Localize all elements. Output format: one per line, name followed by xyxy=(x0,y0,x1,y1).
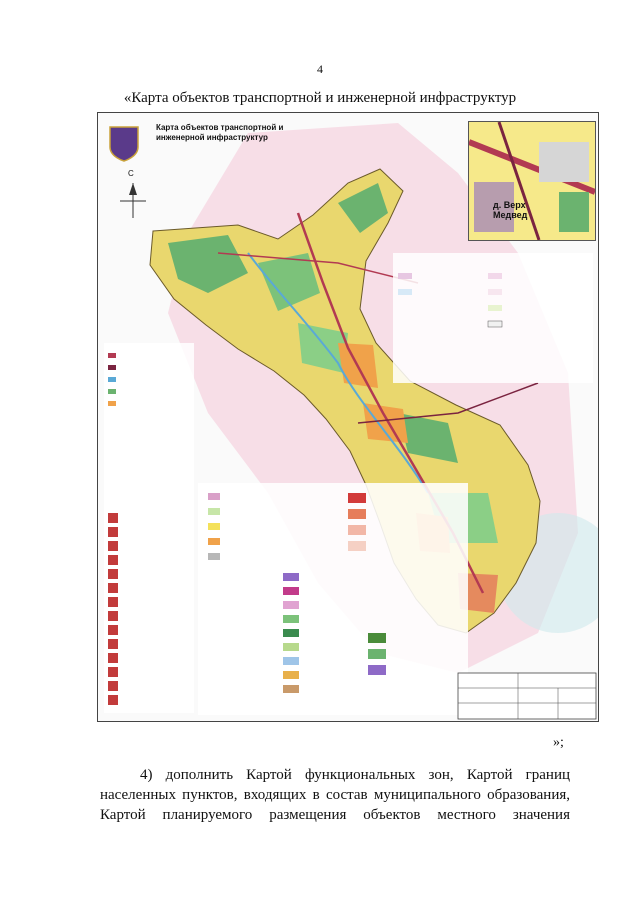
infrastructure-map xyxy=(97,112,599,722)
map-title: Карта объектов транспортной и инженерной инфраструктур xyxy=(156,123,284,142)
page-number: 4 xyxy=(317,62,323,76)
compass-letter: С xyxy=(128,169,134,178)
closing-quote: »; xyxy=(553,735,564,750)
inset-label: д. Верх Медвед xyxy=(493,200,528,220)
map-caption: «Карта объектов транспортной и инженерной инфраструктур xyxy=(123,90,517,106)
inset-map xyxy=(468,121,596,241)
body-text: 4) дополнить Картой функциональных зон, Картой границ населенных пунктов, входящих в состав муниципального образования, Картой планируемого размещения объектов местного значения xyxy=(100,767,570,823)
inset-drawing xyxy=(469,122,595,240)
body-paragraph xyxy=(100,765,570,825)
